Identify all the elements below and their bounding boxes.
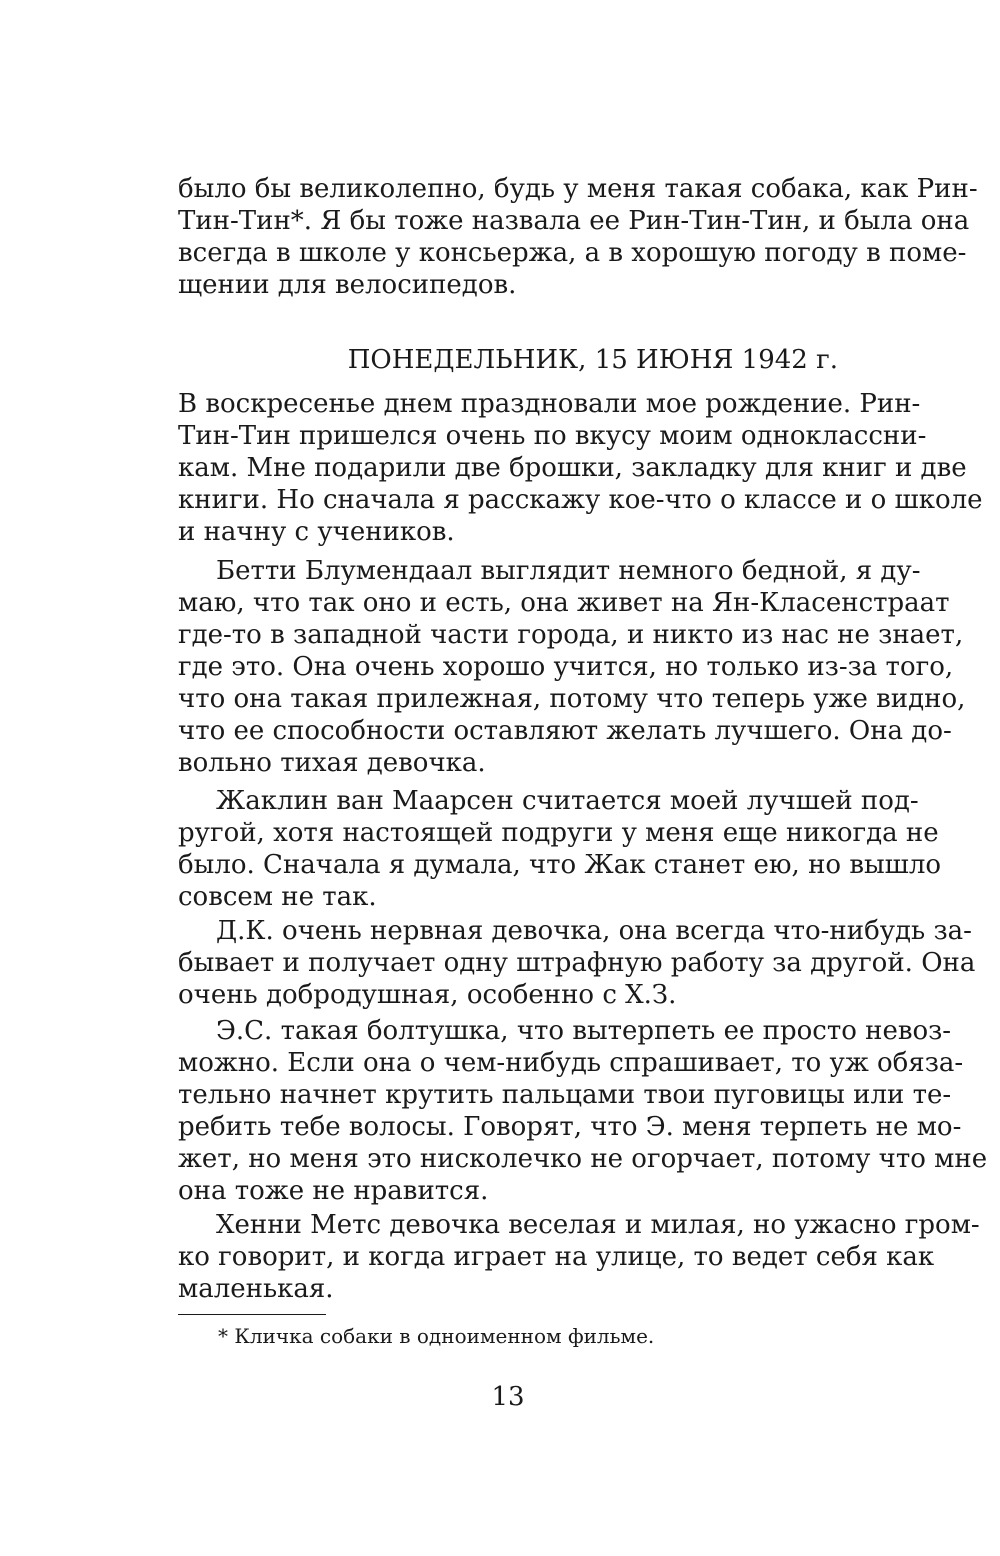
text-line: Э.С. такая болтушка, что вытерпеть ее просто невоз- [216,1016,952,1046]
entry-date-heading: ПОНЕДЕЛЬНИК, 15 ИЮНЯ 1942 г. [347,345,838,375]
text-line: бывает и получает одну штрафную работу за другой. Она [178,948,976,978]
text-line: жет, но меня это нисколечко не огорчает, потому что мне [178,1144,988,1174]
text-line: Бетти Блумендаал выглядит немного бедной, я ду- [216,556,921,586]
text-line: щении для велосипедов. [178,270,517,300]
text-line: где это. Она очень хорошо учится, но только из-за того, [178,652,954,682]
text-line: было бы великолепно, будь у меня такая собака, как Рин- [178,174,978,204]
text-line: кам. Мне подарили две брошки, закладку для книг и две [178,453,967,483]
text-line: книги. Но сначала я расскажу кое-что о классе и о школе [178,485,983,515]
footnote: * Кличка собаки в одноименном фильме. [218,1324,655,1348]
text-line: В воскресенье днем праздновали мое рождение. Рин- [178,389,921,419]
text-line: она тоже не нравится. [178,1176,489,1206]
text-line: маленькая. [178,1274,334,1304]
text-line: и начну с учеников. [178,517,455,547]
text-line: вольно тихая девочка. [178,748,486,778]
text-line: очень добродушная, особенно с Х.З. [178,980,677,1010]
text-line: что ее способности оставляют желать лучшего. Она до- [178,716,952,746]
text-line: где-то в западной части города, и никто из нас не знает, [178,620,964,650]
text-line: Жаклин ван Маарсен считается моей лучшей под- [216,786,919,816]
page-number: 13 [491,1382,525,1412]
text-line: что она такая прилежная, потому что теперь уже видно, [178,684,966,714]
text-line: Тин-Тин пришелся очень по вкусу моим одноклассни- [178,421,927,451]
text-line: Тин-Тин*. Я бы тоже назвала ее Рин-Тин-Тин, и была она [178,206,970,236]
text-line: тельно начнет крутить пальцами твои пуговицы или те- [178,1080,952,1110]
text-line: Хенни Метс девочка веселая и милая, но ужасно гром- [216,1210,980,1240]
text-line: ко говорит, и когда играет на улице, то ведет себя как [178,1242,935,1272]
text-line: совсем не так. [178,882,377,912]
text-line: ругой, хотя настоящей подруги у меня еще никогда не [178,818,939,848]
text-line: ребить тебе волосы. Говорят, что Э. меня терпеть не мо- [178,1112,962,1142]
text-line: маю, что так оно и есть, она живет на Ян-Класенстраат [178,588,950,618]
book-page [178,0,988,1556]
text-line: всегда в школе у консьержа, а в хорошую погоду в поме- [178,238,967,268]
footnote-divider [178,1314,326,1315]
text-line: можно. Если она о чем-нибудь спрашивает, то уж обяза- [178,1048,964,1078]
text-line: было. Сначала я думала, что Жак станет ею, но вышло [178,850,941,880]
text-line: Д.К. очень нервная девочка, она всегда что-нибудь за- [216,916,972,946]
